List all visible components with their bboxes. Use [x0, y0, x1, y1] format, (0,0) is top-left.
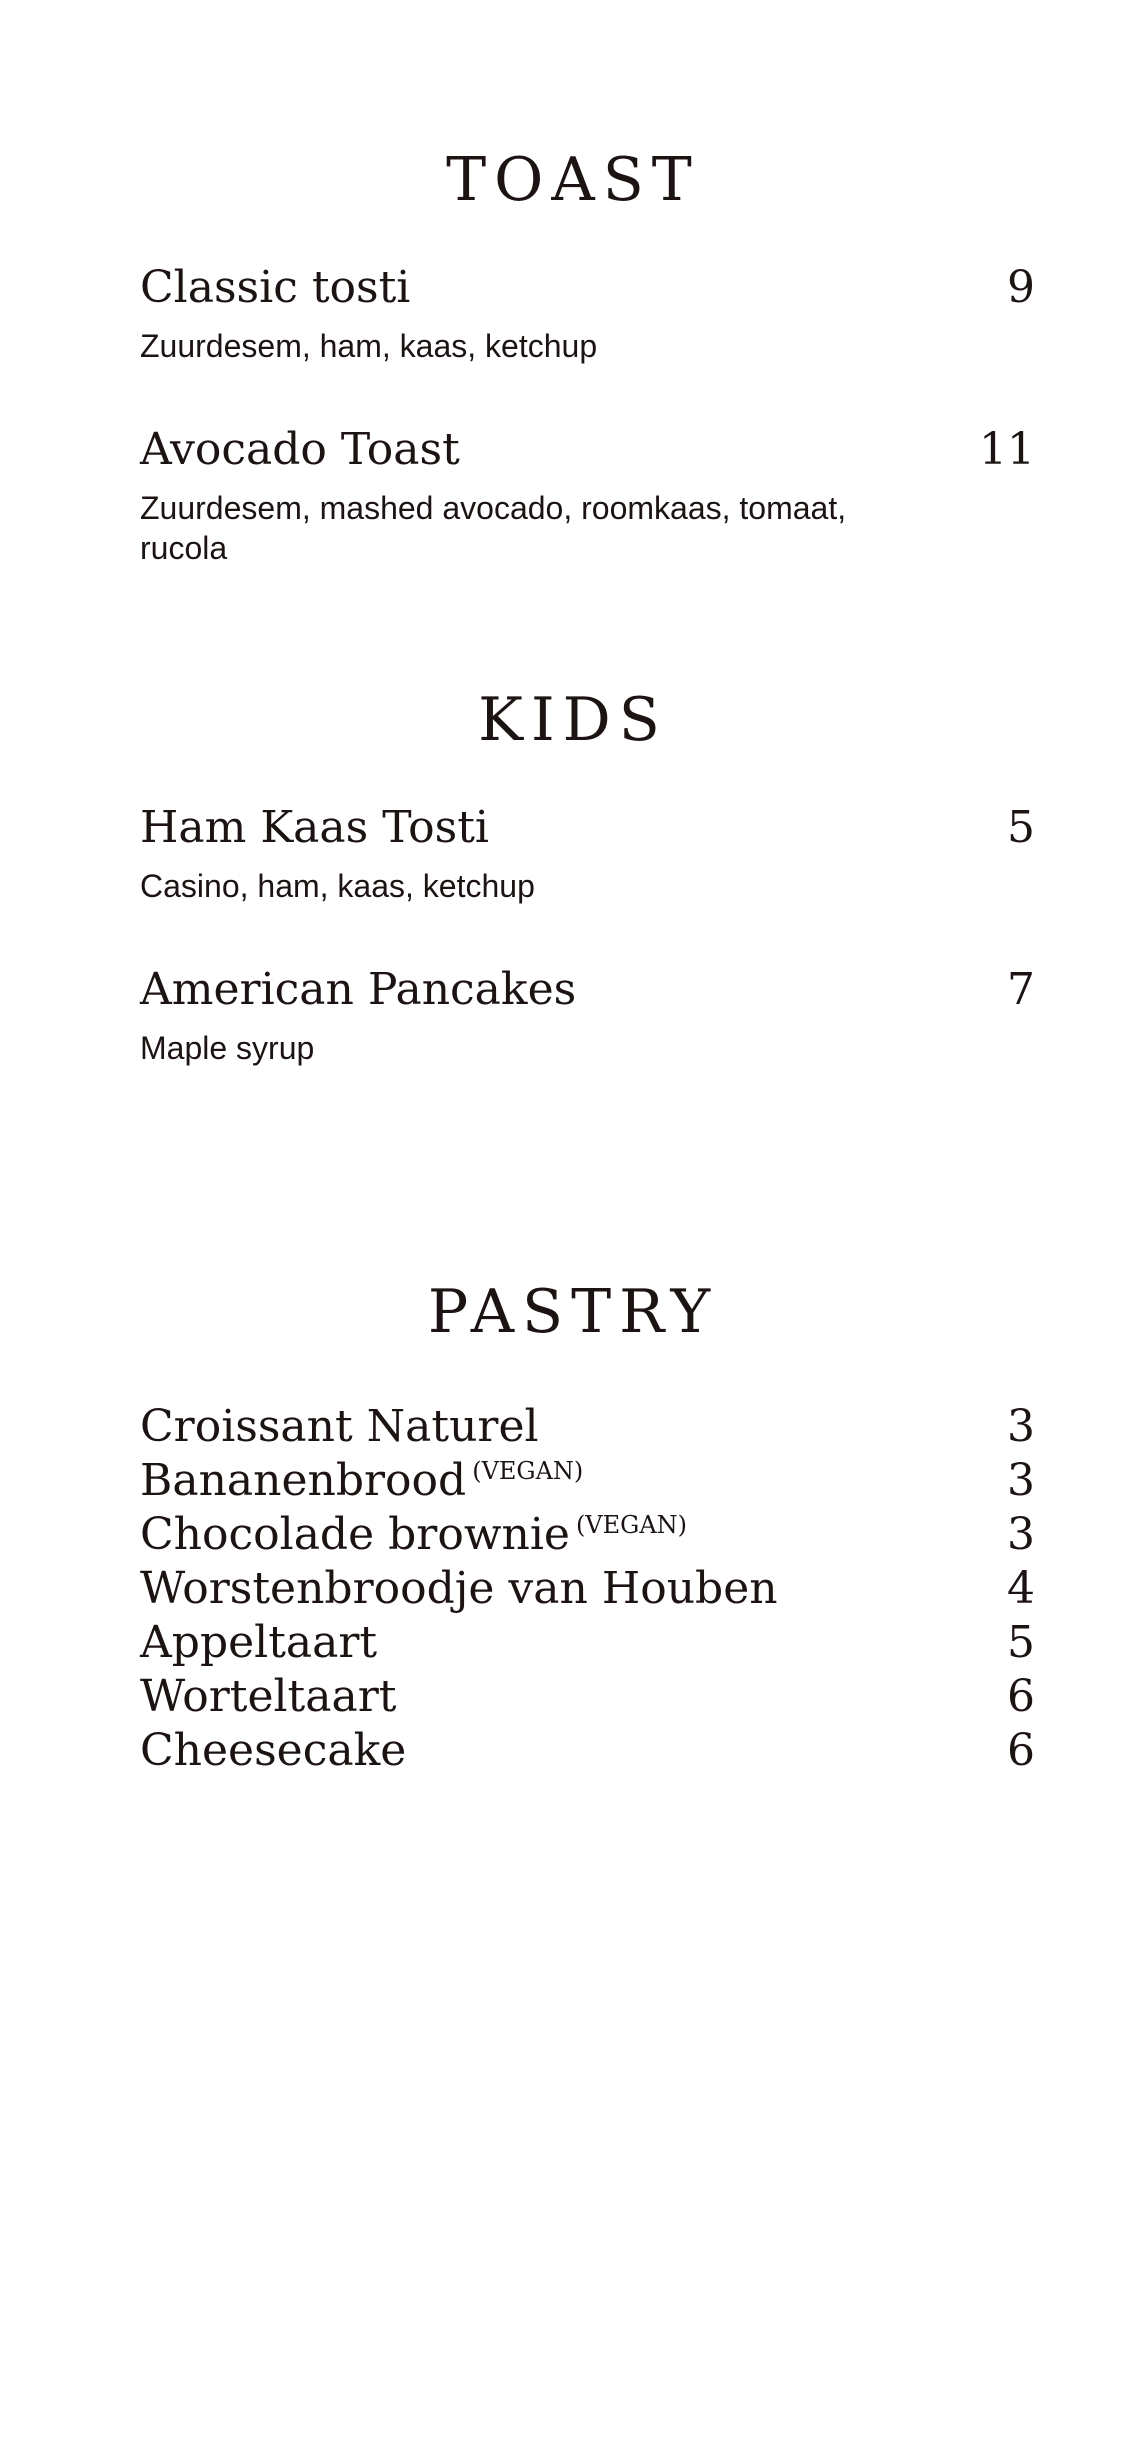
item-name: Worteltaart	[140, 1671, 397, 1722]
item-name: Cheesecake	[140, 1725, 407, 1776]
item-price: 11	[979, 424, 1035, 475]
item-price: 5	[1007, 1617, 1035, 1668]
item-price: 6	[1007, 1725, 1035, 1776]
item-price: 3	[1007, 1401, 1035, 1452]
item-price: 7	[1007, 964, 1035, 1015]
menu-item	[140, 964, 1035, 1068]
item-price: 4	[1007, 1563, 1035, 1614]
menu-item	[140, 262, 1035, 366]
item-description: Zuurdesem, ham, kaas, ketchup	[140, 328, 598, 364]
item-price: 3	[1007, 1509, 1035, 1560]
item-name: Croissant Naturel	[140, 1401, 539, 1452]
item-name: Appeltaart	[140, 1617, 378, 1668]
list-item	[140, 1724, 1035, 1778]
item-name: Chocolade brownie	[140, 1509, 570, 1560]
menu-item	[140, 802, 1035, 906]
section-title-pastry: PASTRY	[427, 1277, 719, 1347]
section-title-kids: KIDS	[478, 685, 668, 755]
item-description: Maple syrup	[140, 1030, 315, 1066]
item-name: Avocado Toast	[140, 424, 460, 475]
item-description: Zuurdesem, mashed avocado, roomkaas, tomaat, rucola	[140, 490, 847, 566]
list-item	[140, 1616, 1035, 1670]
list-item	[140, 1562, 1035, 1616]
item-name: Classic tosti	[140, 262, 411, 313]
menu-item	[140, 424, 1035, 568]
list-item	[140, 1508, 1035, 1562]
item-name: Worstenbroodje van Houben	[140, 1563, 778, 1614]
item-price: 5	[1007, 802, 1035, 853]
pastry-list	[140, 1400, 1035, 1778]
list-item	[140, 1670, 1035, 1724]
vegan-tag: (VEGAN)	[575, 1511, 688, 1539]
item-name: Bananenbrood	[140, 1455, 467, 1506]
item-price: 9	[1007, 262, 1035, 313]
item-name: Ham Kaas Tosti	[140, 802, 489, 853]
section-title-toast: TOAST	[446, 145, 700, 215]
list-item	[140, 1454, 1035, 1508]
item-price: 3	[1007, 1455, 1035, 1506]
list-item	[140, 1400, 1035, 1454]
item-name: American Pancakes	[140, 964, 577, 1015]
vegan-tag: (VEGAN)	[472, 1457, 584, 1485]
item-description: Casino, ham, kaas, ketchup	[140, 868, 535, 904]
item-price: 6	[1007, 1671, 1035, 1722]
